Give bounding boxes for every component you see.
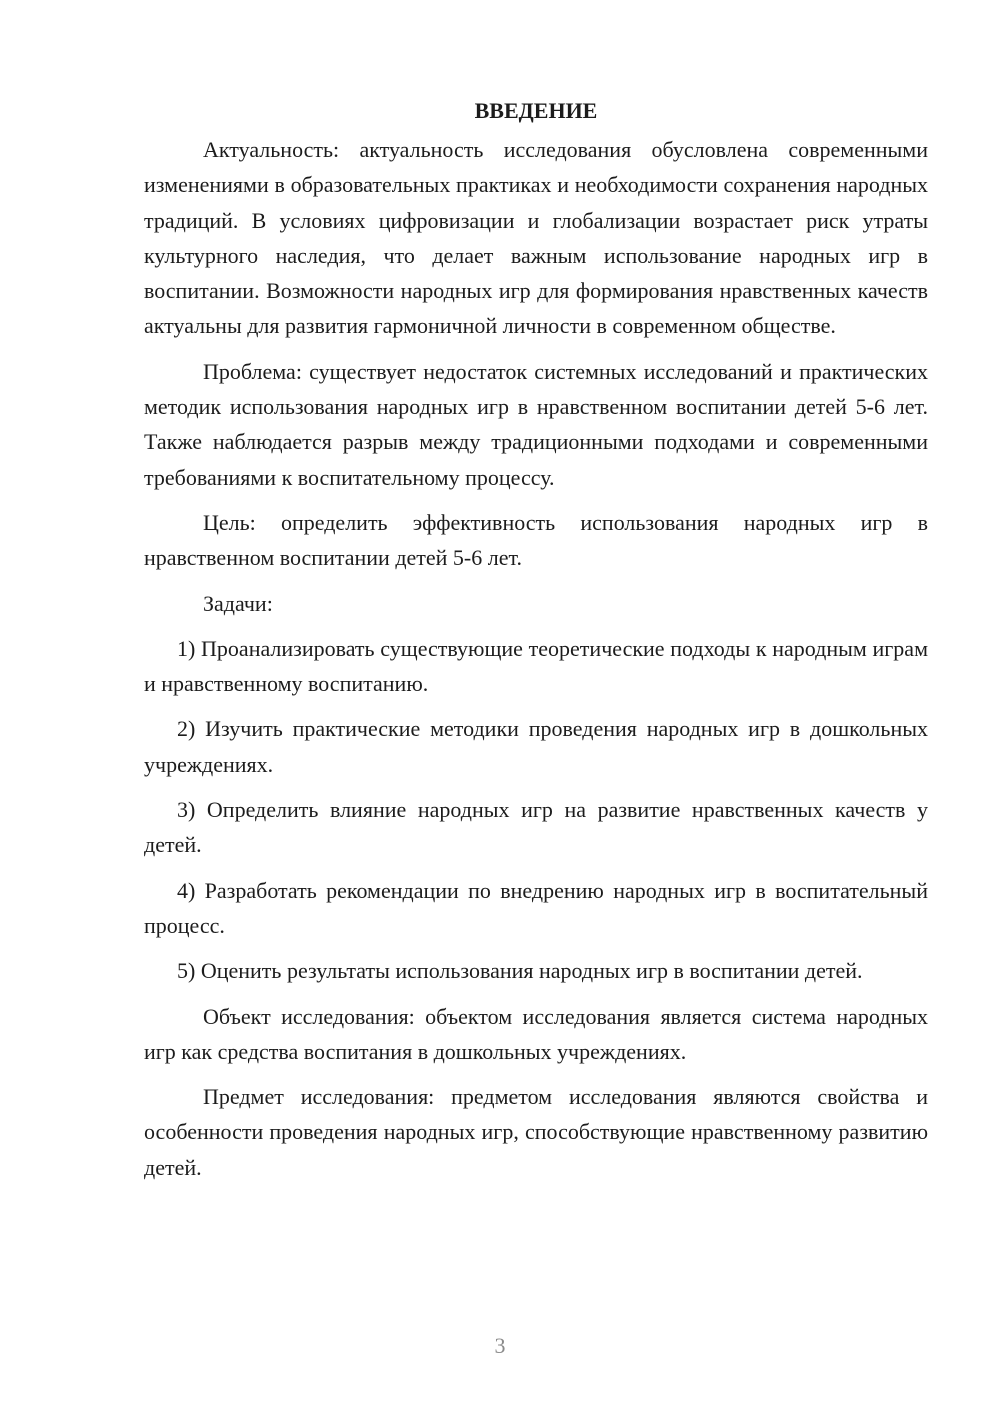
task-item: 4) Разработать рекомендации по внедрению народных игр в воспитательный процесс. xyxy=(144,877,928,938)
task-item: 3) Определить влияние народных игр на развитие нравственных качеств у детей. xyxy=(144,797,928,858)
tasks-label: Задачи: xyxy=(203,590,273,616)
task-item: 1) Проанализировать существующие теоретические подходы к народным играм и нравственному воспитанию. xyxy=(144,635,928,697)
task-item: 2) Изучить практические методики проведения народных игр в дошкольных учреждениях. xyxy=(144,716,928,777)
section-heading: ВВЕДЕНИЕ xyxy=(474,98,598,123)
relevance-paragraph: Актуальность: актуальность исследования обусловлена современными изменениями в образовательных практиках и необходимости сохранения народных традиций. В условиях цифровизации и глобализации возрастает риск утраты культурного наследия, что делает важным использование народных игр в воспитании. Возможности народных игр для формирования нравственных качеств актуальны для развития гармоничной личности в современном обществе. xyxy=(144,137,928,339)
problem-paragraph: Проблема: существует недостаток системных исследований и практических методик использования народных игр в нравственном воспитании детей 5-6 лет. Также наблюдается разрыв между традиционными подходами и современными требованиями к воспитательному процессу. xyxy=(144,358,928,490)
goal-paragraph: Цель: определить эффективность использования народных игр в нравственном воспитании детей 5-6 лет. xyxy=(144,509,928,571)
document-body xyxy=(144,93,928,1195)
object-paragraph: Объект исследования: объектом исследования является система народных игр как средства воспитания в дошкольных учреждениях. xyxy=(144,1003,928,1064)
task-item: 5) Оценить результаты использования народных игр в воспитании детей. xyxy=(177,958,863,984)
subject-paragraph: Предмет исследования: предметом исследования являются свойства и особенности проведения народных игр, способствующие нравственному развитию детей. xyxy=(144,1084,928,1180)
page-number: 3 xyxy=(494,1333,506,1358)
